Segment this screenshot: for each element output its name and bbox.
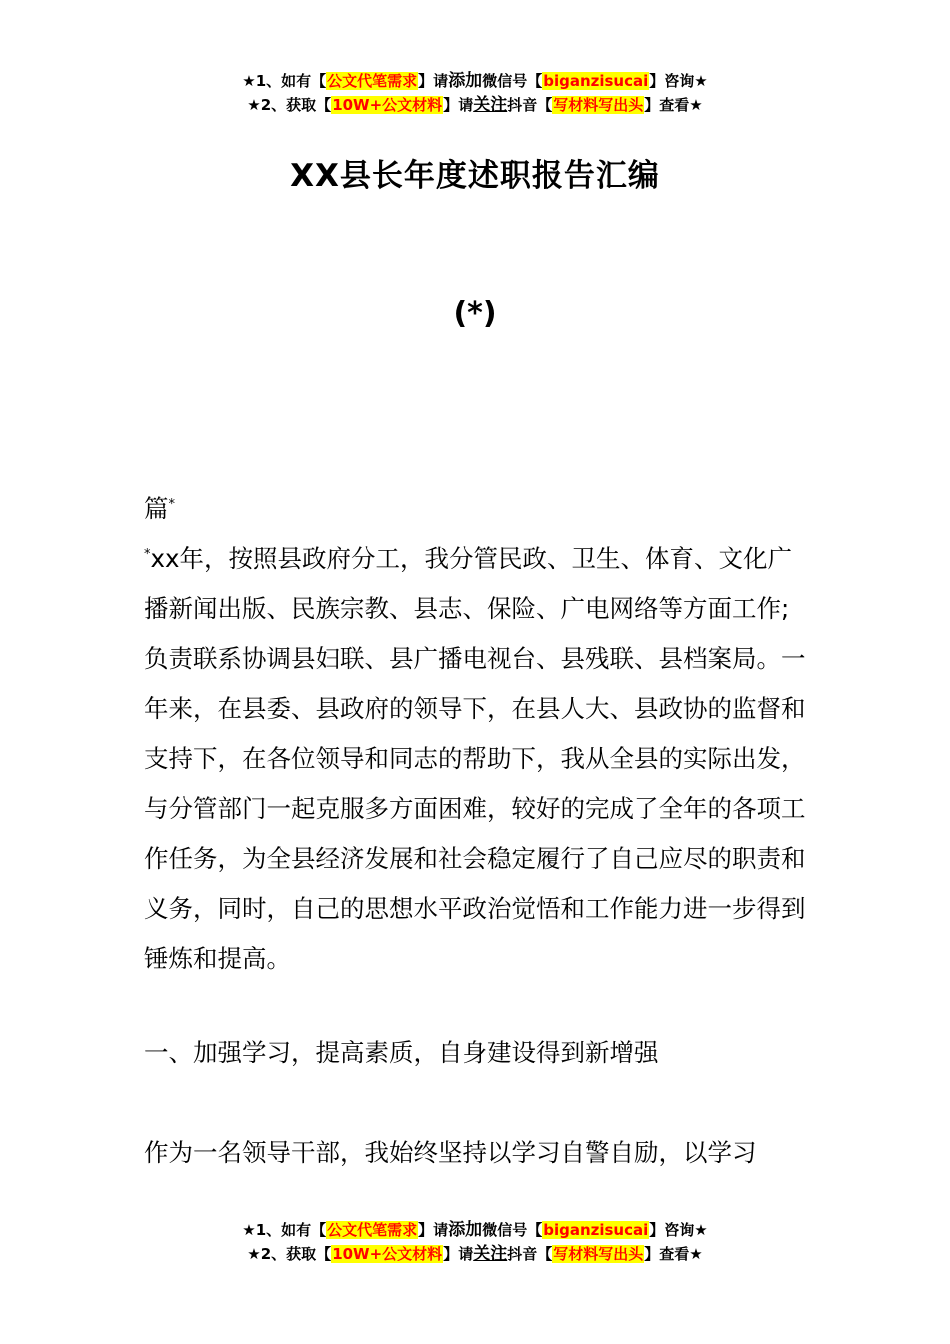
banner-line-2 (0, 1242, 950, 1266)
banner-text: 微信号【 (482, 1221, 543, 1239)
paragraph-1-text: xx年，按照县政府分工，我分管民政、卫生、体育、文化广播新闻出版、民族宗教、县志、保险、广电网络等方面工作;负责联系协调县妇联、县广播电视台、县残联、县档案局。一年来，在县委、县政府的领导下，在县人大、县政协的监督和支持下，在各位领导和同志的帮助下，我从全县的实际出发，与分管部门一起克服多方面困难，较好的完成了全年的各项工作任务，为全县经济发展和社会稳定履行了自己应尽的职责和义务，同时，自己的思想水平政治觉悟和工作能力进一步得到锤炼和提高。 (144, 544, 806, 973)
banner-text: 】咨询★ (649, 1221, 708, 1239)
banner-text: 抖音【 (507, 1245, 553, 1263)
banner-line-1 (0, 1218, 950, 1242)
bottom-banner (0, 1218, 950, 1266)
banner-text: ★2、获取【 (247, 1245, 332, 1263)
banner-highlight: 写材料写出头 (553, 1245, 644, 1263)
banner-highlight: 10W+公文材料 (332, 96, 443, 114)
banner-text: 】查看★ (644, 1245, 703, 1263)
paragraph-1 (144, 530, 808, 984)
banner-highlight: 10W+公文材料 (332, 1245, 443, 1263)
banner-highlight: 公文代笔需求 (327, 1221, 418, 1239)
document-title: XX县长年度述职报告汇编 (290, 158, 660, 194)
banner-text: ★1、如有【 (242, 1221, 327, 1239)
banner-wechat-id: biganzisucai (543, 1221, 649, 1239)
banner-text: 】请 (418, 1221, 449, 1239)
banner-line-2 (0, 93, 950, 117)
section-label (144, 480, 808, 534)
heading-1 (144, 1028, 808, 1078)
banner-text: 抖音【 (507, 96, 553, 114)
heading-1-text: 一、加强学习，提高素质，自身建设得到新增强 (144, 1038, 659, 1067)
banner-text: 】咨询★ (649, 72, 708, 90)
footnote-mark: * (168, 497, 175, 512)
banner-highlight: 公文代笔需求 (327, 72, 418, 90)
banner-emphasis: 添加 (448, 1220, 483, 1240)
banner-text: 】查看★ (644, 96, 703, 114)
banner-emphasis: 添加 (448, 71, 483, 91)
banner-emphasis: 关注 (473, 95, 508, 115)
banner-text: 微信号【 (482, 72, 543, 90)
banner-text: 】请 (443, 1245, 474, 1263)
top-banner (0, 69, 950, 117)
banner-text: 】请 (443, 96, 474, 114)
banner-text: ★2、获取【 (247, 96, 332, 114)
document-subtitle: (*) (453, 296, 497, 331)
paragraph-2 (144, 1128, 808, 1178)
banner-text: ★1、如有【 (242, 72, 327, 90)
paragraph-2-text: 作为一名领导干部，我始终坚持以学习自警自励，以学习 (144, 1138, 757, 1167)
banner-emphasis: 关注 (473, 1244, 508, 1264)
banner-highlight: 写材料写出头 (553, 96, 644, 114)
banner-wechat-id: biganzisucai (543, 72, 649, 90)
section-label-text: 篇 (144, 494, 169, 523)
banner-line-1 (0, 69, 950, 93)
banner-text: 】请 (418, 72, 449, 90)
footnote-mark: * (144, 547, 151, 562)
